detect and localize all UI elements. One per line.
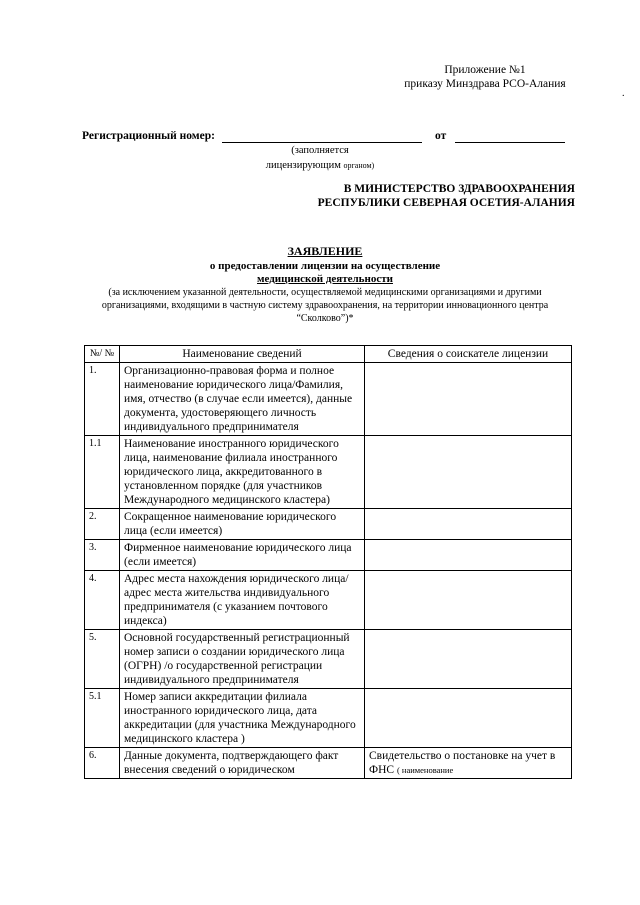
addressee — [300, 182, 575, 210]
table-header-row — [85, 346, 572, 363]
row-name: Сокращенное наименование юридического лица (если имеется) — [120, 509, 365, 540]
fill-note — [225, 143, 415, 173]
row-info-field[interactable] — [365, 689, 572, 748]
row-num: 4. — [85, 571, 120, 630]
row-info-field[interactable] — [365, 748, 572, 779]
row-info-field[interactable] — [365, 571, 572, 630]
row-num: 6. — [85, 748, 120, 779]
header-info: Сведения о соискателе лицензии — [365, 346, 572, 363]
row-info-field[interactable] — [365, 630, 572, 689]
fill-note-line-2-main: лицензирующим — [265, 160, 341, 171]
fill-note-line-1: (заполняется — [291, 145, 349, 156]
row-info-text: Свидетельство о постановке на учет в ФНС — [369, 750, 556, 776]
appendix-line-2: приказу Минздрава РСО-Алания — [404, 78, 566, 90]
addressee-line-2: РЕСПУБЛИКИ СЕВЕРНАЯ ОСЕТИЯ-АЛАНИЯ — [317, 197, 575, 209]
row-num: 5. — [85, 630, 120, 689]
registration-number-label: Регистрационный номер: — [82, 130, 215, 142]
header-name: Наименование сведений — [120, 346, 365, 363]
table-row — [85, 436, 572, 509]
row-info-field[interactable] — [365, 436, 572, 509]
row-name: Наименование иностранного юридического лица, наименование филиала иностранного юридического лица, аккредитованного в установленном порядке (для участников Международного медицинского кластера) — [120, 436, 365, 509]
row-num: 1. — [85, 363, 120, 436]
row-num: 1.1 — [85, 436, 120, 509]
date-label: от — [435, 130, 447, 142]
table-row — [85, 689, 572, 748]
table-row — [85, 363, 572, 436]
row-info-field[interactable] — [365, 509, 572, 540]
fill-note-line-2-small: органом) — [343, 161, 375, 170]
table-row — [85, 748, 572, 779]
row-name: Организационно-правовая форма и полное наименование юридического лица/Фамилия, имя, отчество (в случае если имеется), данные документа, удостоверяющего личность индивидуального предпринимателя — [120, 363, 365, 436]
row-name: Данные документа, подтверждающего факт внесения сведений о юридическом — [120, 748, 365, 779]
row-info-note: ( наименование — [396, 765, 454, 775]
row-info-field[interactable] — [365, 363, 572, 436]
applicant-info-table — [84, 345, 572, 779]
appendix-line-1: Приложение №1 — [444, 64, 526, 76]
document-subtitle: о предоставлении лицензии на осуществление — [209, 260, 441, 272]
row-name: Основной государственный регистрационный номер записи о создании юридического лица (ОГРН) /о государственной регистрации индивидуального предпринимателя — [120, 630, 365, 689]
appendix-header — [400, 63, 570, 91]
table-row — [85, 630, 572, 689]
row-name: Адрес места нахождения юридического лица/адрес места жительства индивидуального предпринимателя (с указанием почтового индекса) — [120, 571, 365, 630]
table-row — [85, 509, 572, 540]
row-num: 3. — [85, 540, 120, 571]
document-subtitle-2: медицинской деятельности — [257, 273, 393, 285]
row-info-field[interactable] — [365, 540, 572, 571]
row-num: 2. — [85, 509, 120, 540]
row-name: Номер записи аккредитации филиала иностранного юридического лица, дата аккредитации (для участника Международного медицинского кластера ) — [120, 689, 365, 748]
document-title: ЗАЯВЛЕНИЕ — [287, 244, 363, 258]
row-name: Фирменное наименование юридического лица (если имеется) — [120, 540, 365, 571]
addressee-line-1: В МИНИСТЕРСТВО ЗДРАВООХРАНЕНИЯ — [343, 183, 575, 195]
date-field[interactable] — [455, 142, 565, 143]
fill-note-line-2 — [225, 158, 415, 173]
row-num: 5.1 — [85, 689, 120, 748]
header-num: №/ № — [85, 346, 120, 363]
exception-clause: (за исключением указанной деятельности, осуществляемой медицинскими организациями и другими организациями, входящими в частную систему здравоохранения, на территории инновационного центра “Сколково”)* — [101, 287, 549, 324]
margin-dot: . — [622, 88, 625, 99]
table-row — [85, 540, 572, 571]
table-row — [85, 571, 572, 630]
